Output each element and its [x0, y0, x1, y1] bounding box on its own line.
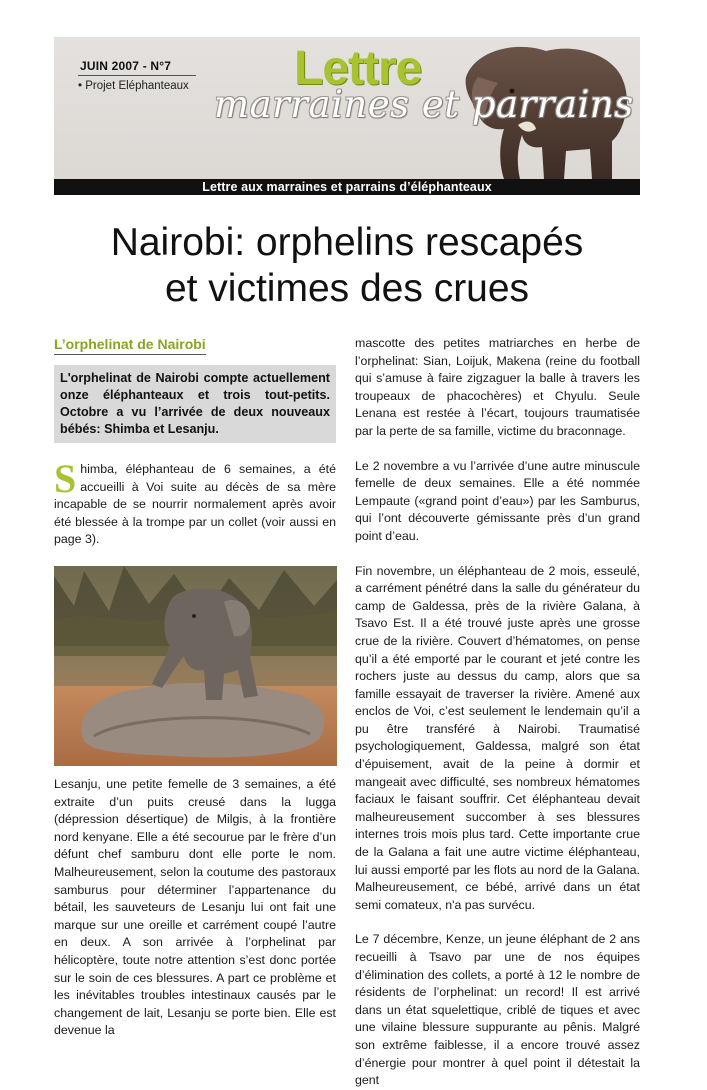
article-column-right [355, 335, 640, 1090]
masthead [54, 37, 640, 179]
paragraph-lesanju: Lesanju, une petite femelle de 3 semaines, a été extraite d’un puits creusé dans la lugga (dépression désertique) de Milgis, à la frontière nord kenyane. Elle a été secourue par le frère d’un défunt chef samburu dont elle porte le nom. Malheureusement, selon la coutume des pastoraux samburus pour déterminer l’appartenance du bétail, les sauveteurs de Lesanju lui ont fait une marque sur une oreille et carrément coupé l’autre en deux. A son arrivée à l’orphelinat par hélicoptère, toute notre attention s’est donc portée sur le soin de ces blessures. A part ce problème et les inévitables troubles intestinaux causés par le changement de lait, Lesanju se porte bien. Elle est devenue la [54, 776, 336, 1038]
subtitle-bar: Lettre aux marraines et parrains d’éléphanteaux [54, 179, 640, 195]
paragraph-shimba-text: himba, éléphanteau de 6 semaines, a été accueilli à Voi suite au décès de sa mère incapable de se nourrir normalement après avoir été blessée à la trompe par un collet (voir aussi en page 3). [54, 462, 336, 547]
paragraph-lempaute: Le 2 novembre a vu l’arrivée d’une autre minuscule femelle de deux semaines. Elle a été nommée Lempaute («grand point d’eau») par les Samburus, qui l’ont découverte gémissante près d’un grand point d’eau. [355, 458, 640, 543]
logo-title: Lettre [294, 42, 422, 95]
intro-box: L'orphelinat de Nairobi compte actuellement onze éléphanteaux et trois tout-petits. Octobre a vu l’arrivée de deux nouveaux bébés: Shimba et Lesanju. [54, 365, 336, 443]
headline-line-1: Nairobi: orphelins rescapés [110, 221, 584, 264]
article-column-left [54, 335, 336, 1040]
issue-date: JUIN 2007 - N°7 [80, 59, 172, 73]
paragraph-kenze: Le 7 décembre, Kenze, un jeune éléphant de 2 ans recueilli à Tsavo par une de nos équipes d’élimination des collets, a porté à 12 le nombre de résidents de l’orphelinat: un record! Il est arrivé dans un état squelettique, criblé de tiques et avec une vilaine blessure suppurante au pênis. Malgré son extrême faiblesse, il a encore trouvé assez d’énergie pour montrer à quel point il détestait la gent [355, 932, 640, 1088]
headline-line-2: et victimes des crues [164, 267, 530, 310]
drop-cap: S [54, 456, 77, 501]
elephant-calf-photo [54, 566, 337, 766]
headline [54, 220, 640, 312]
logo-subtitle: marraines et parrains [214, 83, 634, 126]
project-name: • Projet Eléphanteaux [78, 80, 189, 92]
paragraph-mascotte: mascotte des petites matriarches en herbe de l’orphelinat: Sian, Loijuk, Makena (reine du football qui s’amuse à faire zigzaguer la balle à travers les troupeaux de phacochères) et Chyulu. Seule Lenana est restée à l’écart, toujours traumatisée par la perte de sa famille, victime du braconnage. [355, 336, 640, 438]
section-title: L’orphelinat de Nairobi [54, 335, 206, 355]
issue-divider [78, 75, 196, 76]
paragraph-shimba [54, 456, 336, 549]
paragraph-galdessa: Fin novembre, un éléphanteau de 2 mois, esseulé, a carrément pénétré dans la salle du générateur du camp de Galdessa, près de la rivière Galana, à Tsavo Est. Il a été trouvé juste après une grosse crue de la rivière. Couvert d’hématomes, on pense qu’il a été emporté par le courant et jeté contre les rochers juste au dessus du camp, alors que sa famille essayait de traverser la rivière. Amené aux enclos de Voi, c’est seulement le lendemain qu’il a pu être transféré à Nairobi. Traumatisé psychologiquement, Galdessa, malgré son état d’épuisement, avait de la peine à dormir et mangeait avec difficulté, ses nombreux hématomes faciaux le faisant souffrir. Cet éléphanteau devait malheureusement succomber à ses blessures internes trois mois plus tard. Cette importante crue de la Galana a fait une autre victime éléphanteau, lui aussi emporté par les flots au nord de la Galana. Malheureusement, ce bébé, arrivé dans un état semi comateux, n'a pas survécu. [355, 563, 640, 912]
